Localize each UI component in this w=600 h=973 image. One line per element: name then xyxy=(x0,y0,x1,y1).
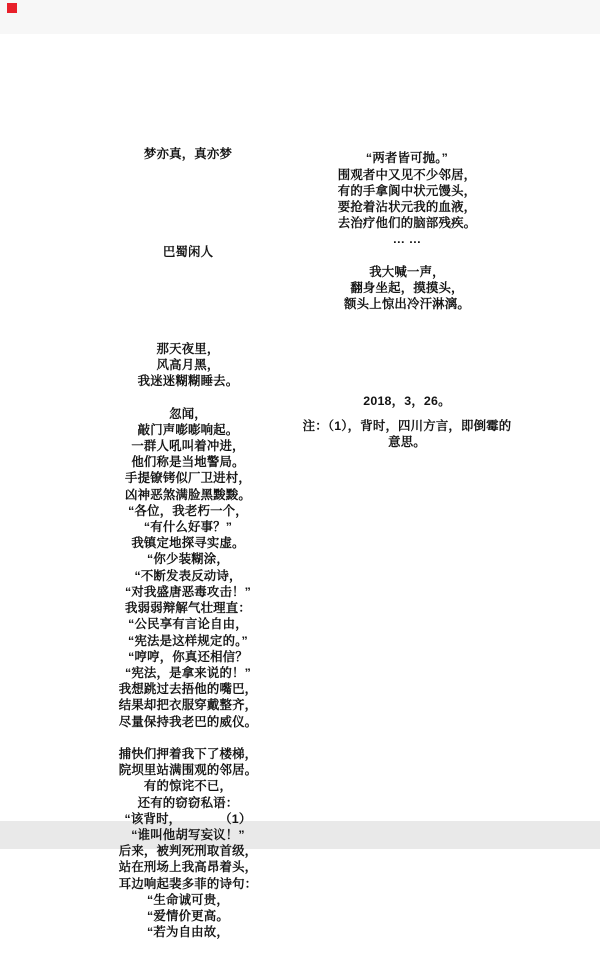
poem-line: 凶神恶煞满脸黑黢黢。 xyxy=(125,487,251,502)
poem-line: 有的手拿阆中状元馒头， xyxy=(337,183,477,198)
spacer xyxy=(292,345,522,361)
poem-line: 我镇定地探寻实虚。 xyxy=(131,536,245,551)
poem-line: 站在刑场上我高昂着头， xyxy=(118,860,258,875)
poem-line: “生命诚可贵， xyxy=(147,892,229,907)
poem-line: “爱情价更高。 xyxy=(147,908,229,923)
poem-line: “有什么好事？” xyxy=(143,520,233,535)
poem-line: 院坝里站满围观的邻居。 xyxy=(118,763,258,778)
poem-line: “宪法是这样规定的。” xyxy=(128,633,248,648)
red-marker xyxy=(7,3,17,13)
poem-line: “若为自由故， xyxy=(147,925,229,940)
poem-line: 捕快们押着我下了楼梯， xyxy=(118,746,258,761)
poem-line: 额头上惊出冷汗淋漓。 xyxy=(344,297,470,312)
poem-line: 他们称是当地警局。 xyxy=(131,455,245,470)
poem-line: 耳边响起裴多菲的诗句： xyxy=(118,876,258,891)
spacer xyxy=(292,248,522,264)
poem-title: 梦亦真，真亦梦 xyxy=(143,147,233,162)
poem-line: 那天夜里， xyxy=(156,341,220,356)
poem-line: 我想跳过去捂他的嘴巴， xyxy=(118,682,258,697)
poem-line: 忽闻， xyxy=(169,406,207,421)
poem-line: “该背时， （1） xyxy=(124,811,252,826)
poem-footnote xyxy=(292,418,522,450)
poem-line: 我弱弱辩解气壮理直： xyxy=(125,601,251,616)
poem-line: “对我盛唐恶毒攻击！” xyxy=(124,584,252,599)
poem-line: 一群人吼叫着冲进， xyxy=(131,439,245,454)
poem-line: 翻身坐起，摸摸头， xyxy=(350,281,464,296)
poem-line: 手提镣铐似厂卫进村， xyxy=(125,471,251,486)
poem-right-lines xyxy=(292,150,522,312)
poem-line: 风高月黑， xyxy=(156,358,220,373)
poem-line: 敲门声嘭嘭响起。 xyxy=(137,422,239,437)
poem-date: 2018，3，26。 xyxy=(363,394,451,409)
poem-line: 我迷迷糊糊睡去。 xyxy=(137,374,239,389)
poem-line: 后来，被判死刑取首级， xyxy=(118,844,258,859)
poem-line: 要抢着沾状元我的血液， xyxy=(337,200,477,215)
poem-line: “不断发表反动诗， xyxy=(134,568,242,583)
poem-line: 去治疗他们的脑部残疾。 xyxy=(337,216,477,231)
poem-line: “公民享有言论自由， xyxy=(128,617,248,632)
poem-line: “谁叫他胡写妄议！” xyxy=(131,827,245,842)
footnote-line: 注：（1），背时，四川方言，即倒霉的 xyxy=(302,419,512,433)
poem-line: … … xyxy=(392,232,422,247)
poem-line: “各位，我老朽一个， xyxy=(128,503,248,518)
poem-line: “两者皆可抛。” xyxy=(365,151,449,166)
poem-line: 结果却把衣服穿戴整齐， xyxy=(118,698,258,713)
spacer xyxy=(38,730,338,746)
poem-line: 有的惊诧不已， xyxy=(143,779,233,794)
poem-line: 尽量保持我老巴的威仪。 xyxy=(118,714,258,729)
poem-line: 围观者中又见不少邻居， xyxy=(337,167,477,182)
poem-right-column xyxy=(292,118,522,442)
footnote-line: 意思。 xyxy=(388,435,426,450)
poem-line: “宪法，是拿来说的！” xyxy=(124,665,252,680)
poem-line: 我大喊一声， xyxy=(369,264,445,279)
poem-line: “哼哼，你真还相信？ xyxy=(128,649,248,664)
poem-author: 巴蜀闲人 xyxy=(162,244,214,259)
poem-line: 还有的窃窃私语： xyxy=(137,795,239,810)
page-top-edge xyxy=(0,0,600,34)
poem-line: “你少装糊涂， xyxy=(147,552,229,567)
